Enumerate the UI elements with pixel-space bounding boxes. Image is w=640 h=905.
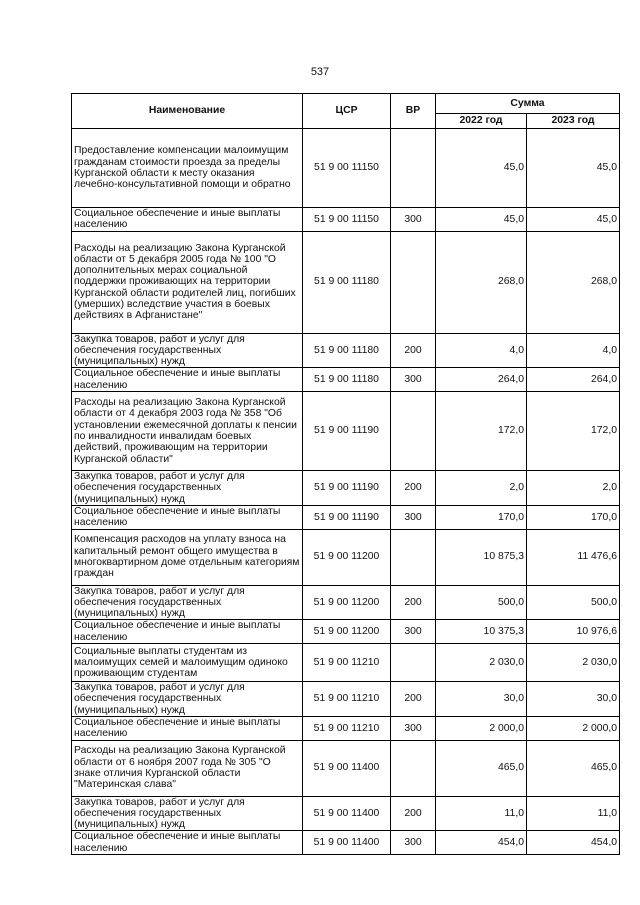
row-2023-cell: 30,0	[527, 682, 620, 717]
table-row	[72, 208, 620, 232]
table-row	[72, 129, 620, 208]
row-2023-cell: 45,0	[527, 129, 620, 208]
table-row	[72, 471, 620, 506]
row-2022-cell: 500,0	[436, 585, 527, 620]
row-2023-cell: 454,0	[527, 831, 620, 855]
row-2022-cell: 2 000,0	[436, 716, 527, 740]
row-name-cell: Закупка товаров, работ и услуг для обеспечения государственных (муниципальных) нужд	[72, 682, 303, 717]
header-year-2022: 2022 год	[436, 114, 527, 129]
row-2022-cell: 11,0	[436, 796, 527, 831]
row-2022-cell: 454,0	[436, 831, 527, 855]
row-2022-cell: 10 875,3	[436, 529, 527, 585]
table-row	[72, 740, 620, 796]
header-csr: ЦСР	[303, 94, 391, 129]
row-vr-cell: 300	[391, 716, 436, 740]
row-2022-cell: 10 375,3	[436, 620, 527, 644]
row-2022-cell: 2,0	[436, 471, 527, 506]
row-name-cell: Социальное обеспечение и иные выплаты населению	[72, 620, 303, 644]
row-2022-cell: 264,0	[436, 368, 527, 392]
row-2022-cell: 30,0	[436, 682, 527, 717]
row-2022-cell: 2 030,0	[436, 644, 527, 682]
row-2023-cell: 11,0	[527, 796, 620, 831]
row-csr-cell: 51 9 00 11400	[303, 831, 391, 855]
row-name-cell: Расходы на реализацию Закона Курганской области от 6 ноября 2007 года № 305 "О знаке отличия Курганской области "Материнская слава"	[72, 740, 303, 796]
table-row	[72, 231, 620, 333]
row-csr-cell: 51 9 00 11190	[303, 471, 391, 506]
header-year-2023: 2023 год	[527, 114, 620, 129]
row-csr-cell: 51 9 00 11190	[303, 505, 391, 529]
row-2023-cell: 4,0	[527, 333, 620, 368]
row-vr-cell: 300	[391, 620, 436, 644]
row-vr-cell	[391, 529, 436, 585]
row-name-cell: Социальное обеспечение и иные выплаты населению	[72, 831, 303, 855]
table-row	[72, 392, 620, 471]
row-vr-cell	[391, 644, 436, 682]
table-row	[72, 682, 620, 717]
row-2023-cell: 264,0	[527, 368, 620, 392]
row-csr-cell: 51 9 00 11190	[303, 392, 391, 471]
table-row	[72, 505, 620, 529]
row-vr-cell	[391, 740, 436, 796]
row-csr-cell: 51 9 00 11210	[303, 682, 391, 717]
row-2022-cell: 45,0	[436, 129, 527, 208]
row-vr-cell: 300	[391, 505, 436, 529]
table-row	[72, 529, 620, 585]
row-csr-cell: 51 9 00 11180	[303, 231, 391, 333]
row-name-cell: Закупка товаров, работ и услуг для обеспечения государственных (муниципальных) нужд	[72, 471, 303, 506]
row-name-cell: Закупка товаров, работ и услуг для обеспечения государственных (муниципальных) нужд	[72, 333, 303, 368]
row-name-cell: Расходы на реализацию Закона Курганской области от 5 декабря 2005 года № 100 "О дополнительных мерах социальной поддержки проживающих на территории Курганской области родителей лиц, погибших (умерших) вследствие участия в боевых действиях в Афганистане"	[72, 231, 303, 333]
row-name-cell: Социальное обеспечение и иные выплаты населению	[72, 368, 303, 392]
row-name-cell: Предоставление компенсации малоимущим гражданам стоимости проезда за пределы Курганской области к месту оказания лечебно-консультативной помощи и обратно	[72, 129, 303, 208]
row-2023-cell: 45,0	[527, 208, 620, 232]
row-2023-cell: 500,0	[527, 585, 620, 620]
table-body	[72, 129, 620, 855]
table-row	[72, 796, 620, 831]
row-csr-cell: 51 9 00 11200	[303, 529, 391, 585]
table-row	[72, 644, 620, 682]
row-vr-cell: 200	[391, 585, 436, 620]
row-2022-cell: 45,0	[436, 208, 527, 232]
row-2023-cell: 10 976,6	[527, 620, 620, 644]
row-2022-cell: 172,0	[436, 392, 527, 471]
row-csr-cell: 51 9 00 11210	[303, 644, 391, 682]
table-row	[72, 368, 620, 392]
table-header	[72, 94, 620, 129]
row-name-cell: Компенсация расходов на уплату взноса на капитальный ремонт общего имущества в многоквартирном доме отдельным категориям граждан	[72, 529, 303, 585]
row-2023-cell: 2 000,0	[527, 716, 620, 740]
row-csr-cell: 51 9 00 11150	[303, 129, 391, 208]
header-sum: Сумма	[436, 94, 620, 114]
row-2023-cell: 172,0	[527, 392, 620, 471]
row-2023-cell: 11 476,6	[527, 529, 620, 585]
row-vr-cell: 200	[391, 796, 436, 831]
row-csr-cell: 51 9 00 11180	[303, 333, 391, 368]
row-csr-cell: 51 9 00 11210	[303, 716, 391, 740]
row-vr-cell: 200	[391, 682, 436, 717]
row-name-cell: Социальное обеспечение и иные выплаты населению	[72, 505, 303, 529]
row-vr-cell	[391, 129, 436, 208]
row-csr-cell: 51 9 00 11150	[303, 208, 391, 232]
row-vr-cell	[391, 231, 436, 333]
page-number: 537	[310, 66, 330, 78]
row-vr-cell	[391, 392, 436, 471]
row-2022-cell: 4,0	[436, 333, 527, 368]
header-vr: ВР	[391, 94, 436, 129]
row-csr-cell: 51 9 00 11400	[303, 796, 391, 831]
row-name-cell: Социальное обеспечение и иные выплаты населению	[72, 716, 303, 740]
row-csr-cell: 51 9 00 11200	[303, 585, 391, 620]
row-vr-cell: 200	[391, 333, 436, 368]
row-csr-cell: 51 9 00 11400	[303, 740, 391, 796]
table-row	[72, 716, 620, 740]
row-vr-cell: 300	[391, 831, 436, 855]
row-2022-cell: 170,0	[436, 505, 527, 529]
table-row	[72, 620, 620, 644]
row-2023-cell: 268,0	[527, 231, 620, 333]
row-2023-cell: 465,0	[527, 740, 620, 796]
table-row	[72, 831, 620, 855]
row-name-cell: Социальные выплаты студентам из малоимущих семей и малоимущим одиноко проживающим студентам	[72, 644, 303, 682]
budget-table	[71, 93, 620, 855]
row-2022-cell: 465,0	[436, 740, 527, 796]
row-2022-cell: 268,0	[436, 231, 527, 333]
row-name-cell: Расходы на реализацию Закона Курганской области от 4 декабря 2003 года № 358 "Об установлении ежемесячной доплаты к пенсии по инвалидности инвалидам боевых действий, проживающим на территории Курганской области"	[72, 392, 303, 471]
row-name-cell: Социальное обеспечение и иные выплаты населению	[72, 208, 303, 232]
row-vr-cell: 200	[391, 471, 436, 506]
row-2023-cell: 2 030,0	[527, 644, 620, 682]
row-2023-cell: 2,0	[527, 471, 620, 506]
row-csr-cell: 51 9 00 11200	[303, 620, 391, 644]
row-name-cell: Закупка товаров, работ и услуг для обеспечения государственных (муниципальных) нужд	[72, 796, 303, 831]
header-name: Наименование	[72, 94, 303, 129]
table-row	[72, 333, 620, 368]
row-2023-cell: 170,0	[527, 505, 620, 529]
row-vr-cell: 300	[391, 208, 436, 232]
row-csr-cell: 51 9 00 11180	[303, 368, 391, 392]
row-name-cell: Закупка товаров, работ и услуг для обеспечения государственных (муниципальных) нужд	[72, 585, 303, 620]
table-row	[72, 585, 620, 620]
row-vr-cell: 300	[391, 368, 436, 392]
